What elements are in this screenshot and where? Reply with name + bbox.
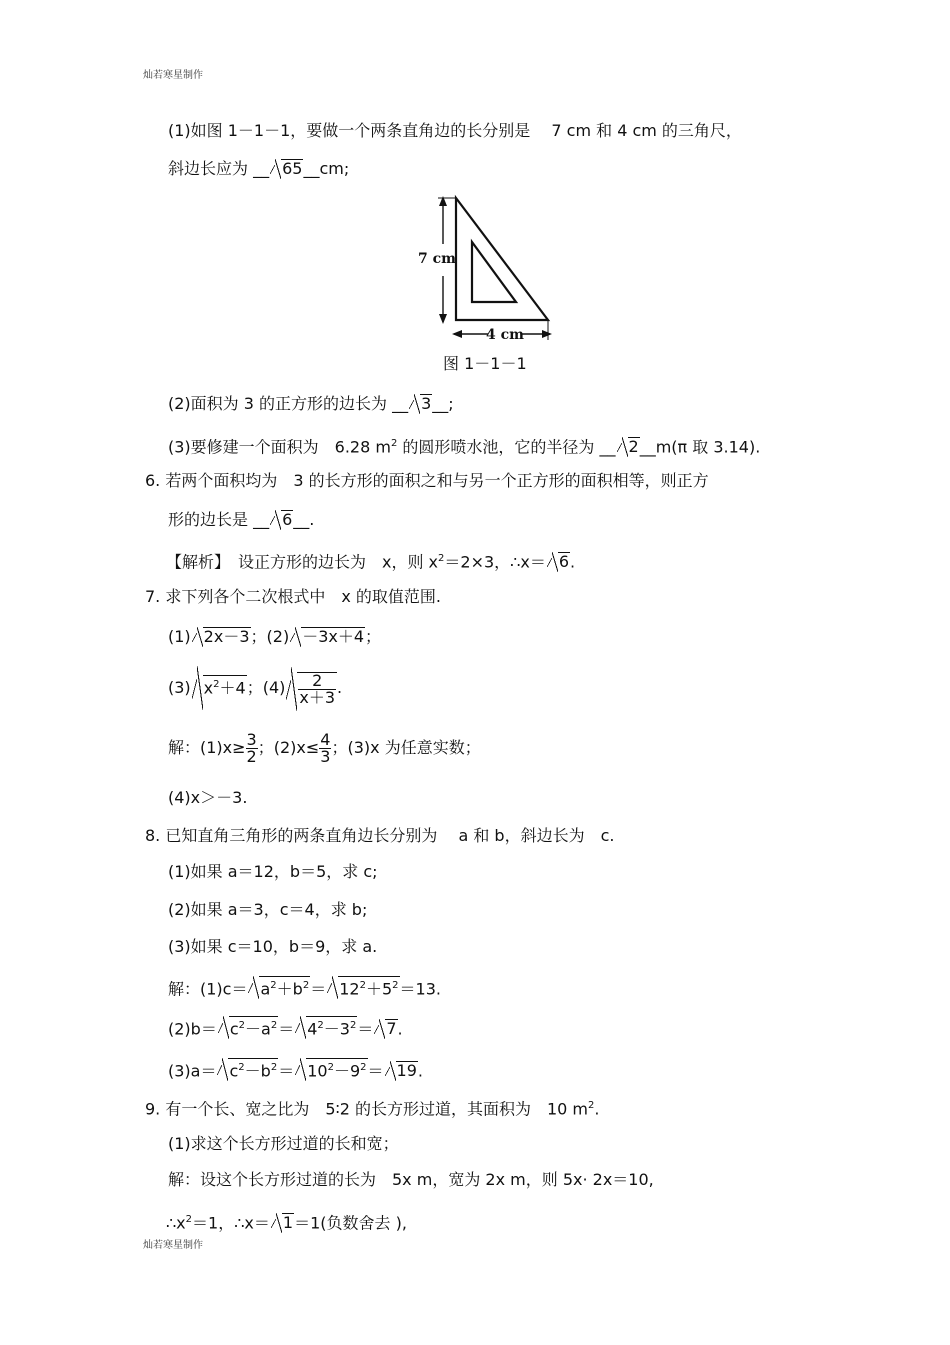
sqrt-sign [617,437,640,457]
superscript: 2 [390,438,398,449]
item5-p1-line2 [168,159,349,179]
text: __m(π 取 3.14). [639,437,761,457]
text: . [337,678,343,697]
item9-solution-1: 解：设这个长方形过道的长为 5x m，宽为 2x m，则 5x· 2x＝10, [168,1170,654,1189]
text: －b [244,1061,271,1081]
item6-line1: 6. 若两个面积均为 3 的长方形的面积之和与另一个正方形的面积相等，则正方 [145,471,709,490]
text: －3 [323,1019,350,1039]
item5-p1-line1: (1)如图 1－1－1，要做一个两条直角边的长分别是 7 cm 和 4 cm 的三角尺， [168,121,742,140]
answer-65: 65 [282,159,303,178]
radicand: 6 [558,552,570,572]
text: ＝1(负数舍去 ), [294,1213,407,1233]
radicand [306,1016,357,1038]
text: (3)要修建一个面积为 6.28 m [168,437,391,457]
superscript: 2 [270,980,277,991]
superscript: 2 [317,1020,324,1031]
text: . [570,552,576,572]
item7-q3q4 [168,666,342,710]
sqrt-sign [192,627,251,647]
text: x [203,678,214,697]
radicand [259,976,310,998]
text: 的圆形喷水池，它的半径为 __ [397,437,616,457]
denominator: x＋3 [299,687,336,707]
item8-solution-3 [168,1058,423,1081]
numerator: 3 [246,730,257,749]
sqrt-sign [270,510,293,530]
item5-p3 [168,434,760,457]
radicand: 7 [386,1019,397,1039]
footer-note: 灿若寒星制作 [143,1240,203,1251]
text: ；(2)x≤ [257,738,320,757]
item8-line1: 8. 已知直角三角形的两条直角边长分别为 a 和 b，斜边长为 c. [145,826,615,845]
superscript: 2 [359,980,366,991]
denominator: 3 [320,747,331,766]
text: ＝ [278,1061,295,1081]
text: c [229,1061,239,1081]
text: a [260,979,271,999]
answer: 3 [421,394,432,413]
text: c [229,1019,239,1039]
sqrt-sign [409,394,432,414]
text: (2)面积为 3 的正方形的边长为 __ [168,394,409,413]
figure-caption: 图 1－1－1 [443,354,527,373]
sqrt-sign [295,1058,367,1081]
item7-line1: 7. 求下列各个二次根式中 x 的取值范围. [145,587,441,606]
item7-q1q2 [168,627,381,647]
text: 斜边长应为 __ [168,159,270,178]
text: ；(2) [250,627,290,646]
denominator: 2 [246,747,257,766]
item6-line2 [168,510,314,530]
text: ；(4) [246,678,286,697]
sqrt-sign [248,976,310,999]
item9-solution-2 [166,1210,407,1233]
superscript: 2 [213,678,220,690]
triangle-ruler-figure [408,190,558,350]
item7-solution-4: (4)x＞－3. [168,788,248,807]
numerator: 2 [298,673,336,690]
superscript: 2 [360,1062,367,1073]
arrowhead-down [439,314,447,324]
text: 解：(1)x≥ [168,738,246,757]
text: 9. 有一个长、宽之比为 5∶2 的长方形过道，其面积为 10 m [145,1099,588,1119]
text: －a [245,1019,271,1039]
text: ；(3)x 为任意实数； [331,738,481,757]
text: －9 [333,1061,361,1081]
text: ＋4 [219,678,246,697]
radicand [338,976,399,998]
item8-solution-2 [168,1016,403,1039]
item6-analysis [166,549,575,572]
text: ∴x [166,1213,186,1233]
item9-q1: (1)求这个长方形过道的长和宽； [168,1134,399,1153]
superscript: 2 [588,1100,595,1111]
item8-q2: (2)如果 a＝3，c＝4，求 b; [168,900,368,919]
inner-triangle [472,242,516,302]
header-note: 灿若寒星制作 [143,70,203,81]
text: ＝2×3，∴x＝ [444,552,546,572]
superscript: 2 [238,1062,245,1073]
sqrt-sign [271,1213,294,1233]
radicand [306,1058,367,1080]
item5-p2 [168,394,454,414]
superscript: 2 [270,1062,278,1073]
text: ＋5 [365,979,393,999]
label-7cm: 7 cm [418,251,456,267]
radicand [229,1016,278,1038]
sqrt-sign [286,667,337,711]
item8-solution-1 [168,976,441,999]
sqrt-sign [327,976,399,999]
text: 形的边长是 __ [168,510,270,529]
sqrt-sign [192,666,247,710]
sqrt-sign [217,1058,278,1081]
sqrt-sign [374,1019,397,1039]
text: . [417,1061,423,1081]
text: ＝ [367,1061,384,1081]
arrowhead-left [452,330,462,338]
text: 12 [339,979,360,999]
radicand: 19 [396,1061,417,1081]
superscript: 2 [270,1020,278,1031]
text: ＝ [357,1019,374,1039]
sqrt-sign [218,1016,278,1039]
fraction [319,732,331,765]
label-4cm: 4 cm [486,327,524,343]
fraction [298,670,336,707]
text: __; [432,394,454,413]
item9-line1 [145,1096,599,1119]
superscript: 2 [327,1062,334,1073]
radicand: 1 [282,1213,294,1233]
text: 解：(1)c＝ [168,979,248,999]
radicand [228,1058,278,1080]
text: 【解析】 设正方形的边长为 x，则 x [166,552,439,572]
numerator: 4 [320,730,331,749]
fraction [246,732,258,765]
text: ＋b [276,979,303,999]
text: . [594,1099,600,1119]
radicand: 2x－3 [203,627,250,646]
item7-solution [168,726,481,770]
answer: 2 [628,437,639,457]
answer: 6 [282,510,293,529]
radicand: －3x＋4 [302,627,365,646]
superscript: 2 [349,1020,357,1031]
sqrt-sign [547,552,570,572]
item8-q3: (3)如果 c＝10，b＝9，求 a. [168,937,378,956]
arrowhead-right [542,330,552,338]
text: 10 [307,1061,328,1081]
superscript: 2 [238,1020,245,1031]
text: 4 [307,1019,318,1039]
item8-q1: (1)如果 a＝12，b＝5，求 c; [168,862,378,881]
text: __. [293,510,315,529]
superscript: 2 [392,980,399,991]
text: ＝ [310,979,327,999]
text: ＝13. [399,979,441,999]
radicand [297,672,337,706]
text: __cm; [303,159,350,178]
text: ； [365,627,382,646]
text: ＝ [278,1019,295,1039]
sqrt-sign [290,627,365,647]
text: (3)a＝ [168,1061,217,1081]
superscript: 2 [302,980,310,991]
text: ＝1，∴x＝ [192,1213,270,1233]
text: . [397,1019,403,1039]
superscript: 2 [438,553,445,564]
radicand [203,675,247,697]
text: (2)b＝ [168,1019,217,1039]
sqrt-sign [295,1016,357,1039]
text: (1) [168,627,191,646]
sqrt-sign [385,1061,418,1081]
sqrt-sign [270,159,303,179]
text: (3) [168,678,191,697]
superscript: 2 [185,1214,193,1225]
